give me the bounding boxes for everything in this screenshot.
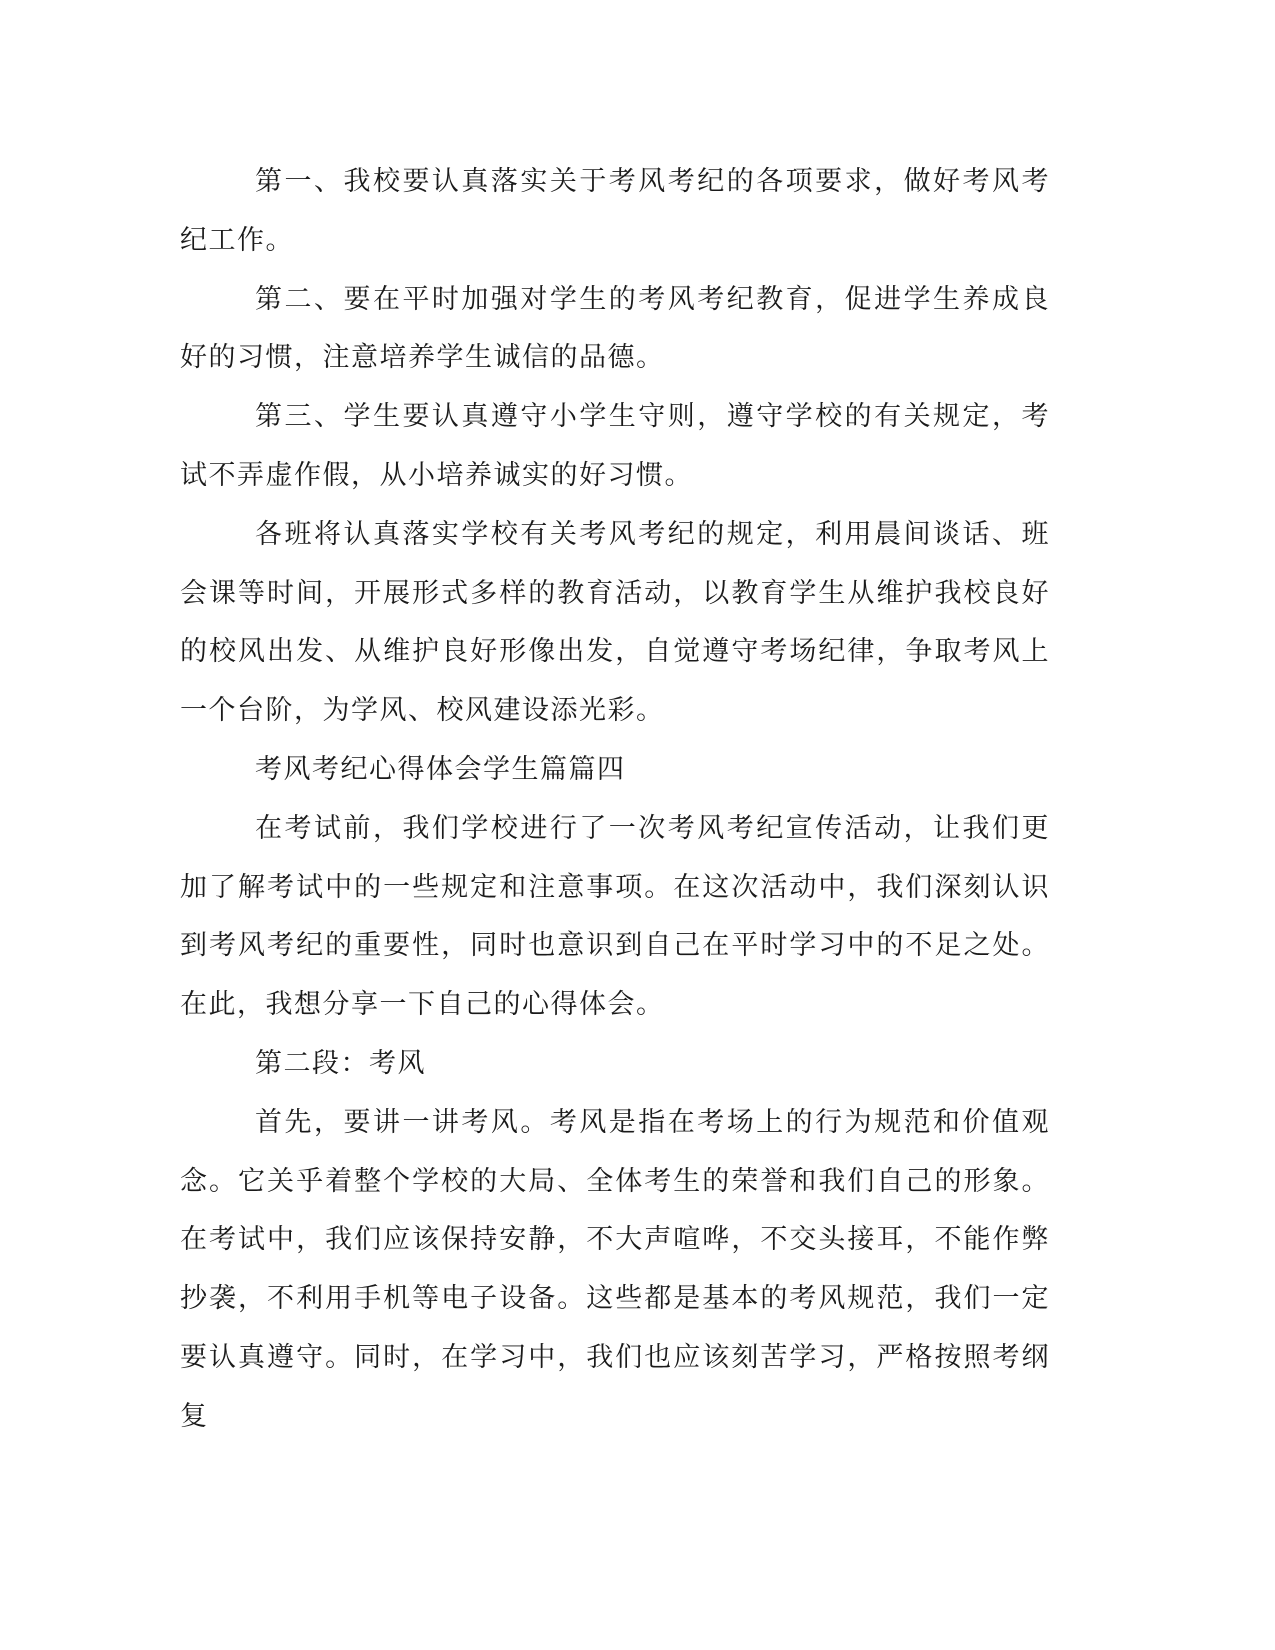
document-body [180, 153, 1050, 1447]
paragraph-requirement-3: 第三、学生要认真遵守小学生守则，遵守学校的有关规定，考试不弄虚作假，从小培养诚实的好习惯。 [180, 401, 1050, 491]
paragraph-exam-style: 首先，要讲一讲考风。考风是指在考场上的行为规范和价值观念。它关乎着整个学校的大局、全体考生的荣誉和我们自己的形象。在考试中，我们应该保持安静，不大声喧哗，不交头接耳，不能作弊抄袭，不利用手机等电子设备。这些都是基本的考风规范，我们一定要认真遵守。同时，在学习中，我们也应该刻苦学习，严格按照考纲复 [180, 1106, 1050, 1432]
section-title: 考风考纪心得体会学生篇篇四 [255, 753, 626, 785]
paragraph-intro: 在考试前，我们学校进行了一次考风考纪宣传活动，让我们更加了解考试中的一些规定和注意事项。在这次活动中，我们深刻认识到考风考纪的重要性，同时也意识到自己在平时学习中的不足之处。在此，我想分享一下自己的心得体会。 [180, 812, 1050, 1021]
paragraph-requirement-2: 第二、要在平时加强对学生的考风考纪教育，促进学生养成良好的习惯，注意培养学生诚信的品德。 [180, 283, 1050, 374]
paragraph-class-actions: 各班将认真落实学校有关考风考纪的规定，利用晨间谈话、班会课等时间，开展形式多样的教育活动，以教育学生从维护我校良好的校风出发、从维护良好形像出发，自觉遵守考场纪律，争取考风上一个台阶，为学风、校风建设添光彩。 [180, 518, 1050, 727]
subheading-exam-style: 第二段：考风 [255, 1047, 427, 1079]
paragraph-requirement-1: 第一、我校要认真落实关于考风考纪的各项要求，做好考风考纪工作。 [180, 166, 1050, 256]
